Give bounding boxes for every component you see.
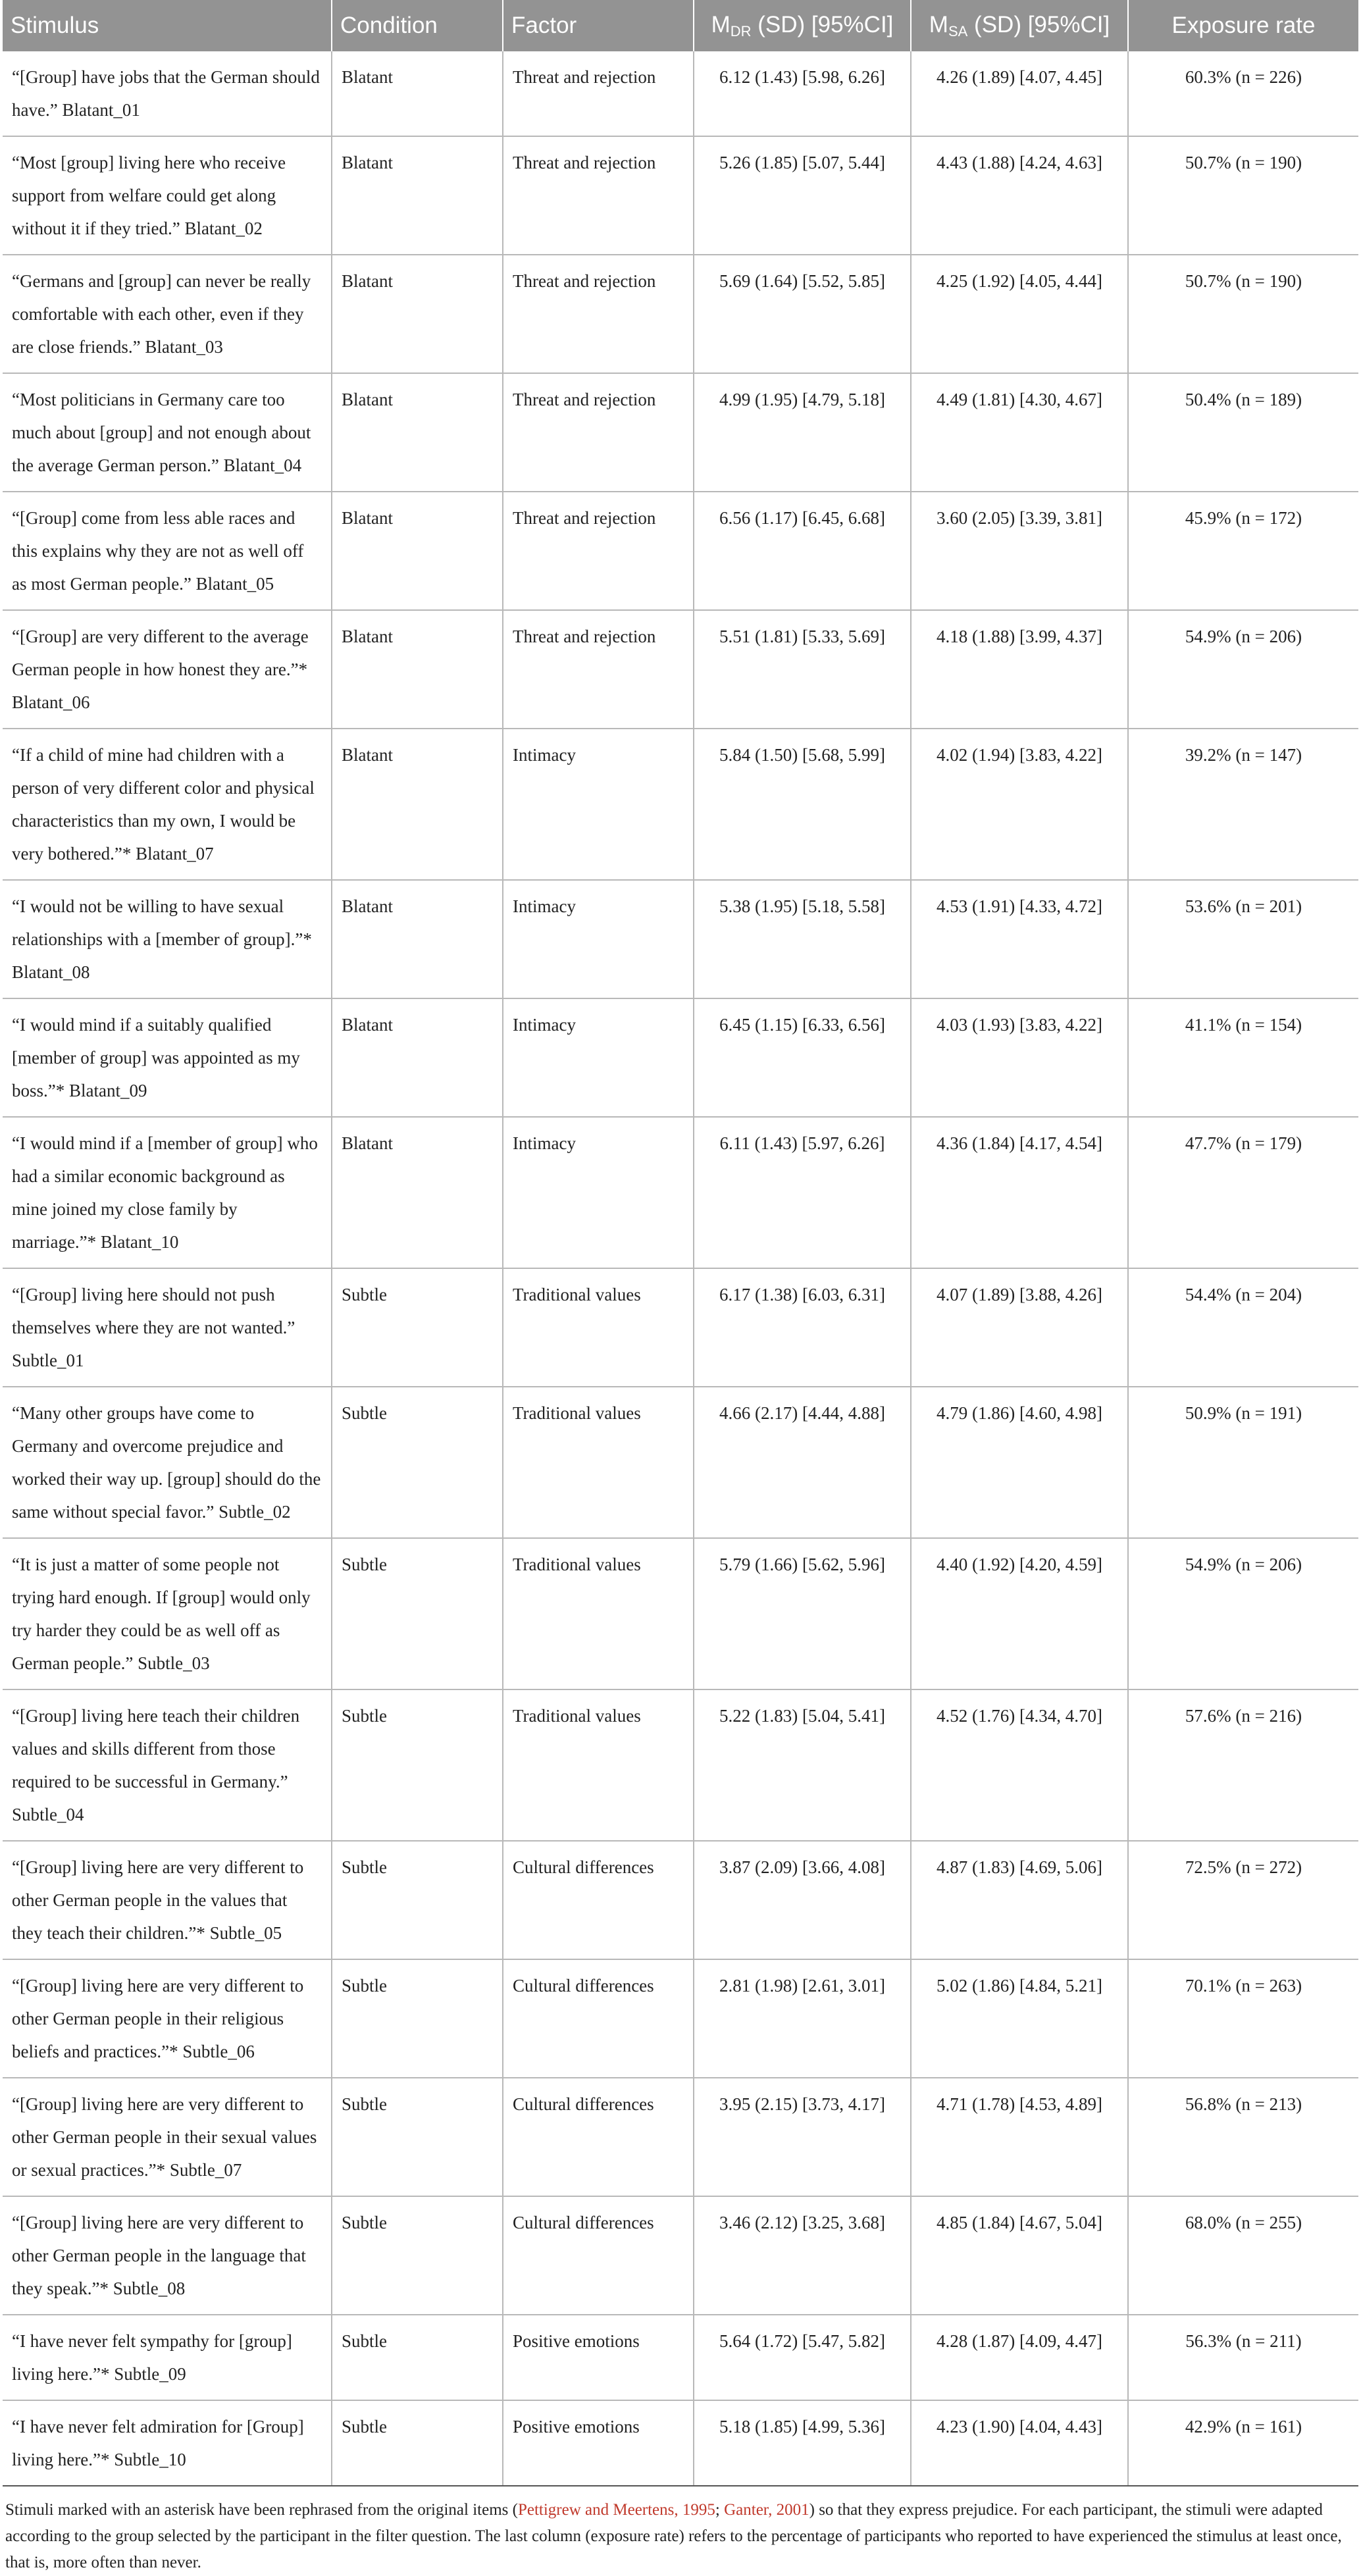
table-footnote	[3, 2486, 1358, 2576]
cell-factor: Threat and rejection	[503, 492, 694, 610]
cell-factor: Cultural differences	[503, 2078, 694, 2196]
cell-condition: Subtle	[332, 2078, 503, 2196]
cell-exposure: 50.7% (n = 190)	[1128, 255, 1358, 373]
cell-msa: 4.02 (1.94) [3.83, 4.22]	[911, 729, 1128, 880]
cell-factor: Threat and rejection	[503, 610, 694, 729]
cell-condition: Blatant	[332, 998, 503, 1117]
cell-condition: Blatant	[332, 729, 503, 880]
cell-stimulus: “I have never felt sympathy for [group] living here.”* Subtle_09	[3, 2315, 332, 2400]
cell-condition: Blatant	[332, 880, 503, 998]
cell-condition: Blatant	[332, 51, 503, 136]
cell-mdr: 3.95 (2.15) [3.73, 4.17]	[694, 2078, 911, 2196]
cell-msa: 3.60 (2.05) [3.39, 3.81]	[911, 492, 1128, 610]
cell-msa: 4.87 (1.83) [4.69, 5.06]	[911, 1841, 1128, 1959]
cell-stimulus: “Many other groups have come to Germany and overcome prejudice and worked their way up. [group] should do the same without special favor.” Subtle_02	[3, 1387, 332, 1538]
cell-exposure: 57.6% (n = 216)	[1128, 1689, 1358, 1841]
header-msa-rest: (SD) [95%CI]	[967, 11, 1110, 38]
cell-factor: Cultural differences	[503, 1959, 694, 2078]
cell-msa: 4.52 (1.76) [4.34, 4.70]	[911, 1689, 1128, 1841]
table-row	[3, 373, 1358, 492]
cell-msa: 4.40 (1.92) [4.20, 4.59]	[911, 1538, 1128, 1689]
cell-exposure: 45.9% (n = 172)	[1128, 492, 1358, 610]
table-row	[3, 51, 1358, 136]
cell-condition: Blatant	[332, 136, 503, 255]
cell-stimulus: “[Group] come from less able races and this explains why they are not as well off as most German people.” Blatant_05	[3, 492, 332, 610]
cell-mdr: 6.17 (1.38) [6.03, 6.31]	[694, 1268, 911, 1387]
table-row	[3, 1689, 1358, 1841]
cell-factor: Intimacy	[503, 729, 694, 880]
cell-factor: Threat and rejection	[503, 51, 694, 136]
cell-condition: Blatant	[332, 255, 503, 373]
cell-condition: Blatant	[332, 610, 503, 729]
cell-stimulus: “I have never felt admiration for [Group] living here.”* Subtle_10	[3, 2400, 332, 2486]
cell-stimulus: “Most [group] living here who receive support from welfare could get along without it if they tried.” Blatant_02	[3, 136, 332, 255]
cell-exposure: 70.1% (n = 263)	[1128, 1959, 1358, 2078]
cell-stimulus: “[Group] living here are very different to other German people in their sexual values or sexual practices.”* Subtle_07	[3, 2078, 332, 2196]
cell-stimulus: “[Group] have jobs that the German should have.” Blatant_01	[3, 51, 332, 136]
table-container	[3, 0, 1358, 2576]
cell-condition: Subtle	[332, 1268, 503, 1387]
cell-factor: Threat and rejection	[503, 255, 694, 373]
cell-condition: Blatant	[332, 373, 503, 492]
cell-msa: 4.07 (1.89) [3.88, 4.26]	[911, 1268, 1128, 1387]
cell-exposure: 54.4% (n = 204)	[1128, 1268, 1358, 1387]
cell-exposure: 50.9% (n = 191)	[1128, 1387, 1358, 1538]
cell-exposure: 60.3% (n = 226)	[1128, 51, 1358, 136]
cell-mdr: 5.84 (1.50) [5.68, 5.99]	[694, 729, 911, 880]
table-row	[3, 1117, 1358, 1268]
cell-msa: 4.71 (1.78) [4.53, 4.89]	[911, 2078, 1128, 2196]
cell-msa: 4.28 (1.87) [4.09, 4.47]	[911, 2315, 1128, 2400]
cell-msa: 5.02 (1.86) [4.84, 5.21]	[911, 1959, 1128, 2078]
cell-stimulus: “I would mind if a suitably qualified [member of group] was appointed as my boss.”* Blatant_09	[3, 998, 332, 1117]
header-exposure: Exposure rate	[1128, 0, 1358, 51]
cell-stimulus: “It is just a matter of some people not trying hard enough. If [group] would only try harder they could be as well off as German people.” Subtle_03	[3, 1538, 332, 1689]
cell-stimulus: “[Group] living here should not push themselves where they are not wanted.” Subtle_01	[3, 1268, 332, 1387]
header-mdr-main: M	[711, 11, 731, 38]
table-row	[3, 729, 1358, 880]
cell-mdr: 5.26 (1.85) [5.07, 5.44]	[694, 136, 911, 255]
cell-stimulus: “[Group] living here are very different to other German people in their religious beliefs and practices.”* Subtle_06	[3, 1959, 332, 2078]
cell-msa: 4.79 (1.86) [4.60, 4.98]	[911, 1387, 1128, 1538]
cell-mdr: 5.18 (1.85) [4.99, 5.36]	[694, 2400, 911, 2486]
cell-exposure: 54.9% (n = 206)	[1128, 610, 1358, 729]
cell-factor: Cultural differences	[503, 2196, 694, 2315]
cell-factor: Positive emotions	[503, 2315, 694, 2400]
table-row	[3, 998, 1358, 1117]
cell-mdr: 5.22 (1.83) [5.04, 5.41]	[694, 1689, 911, 1841]
cell-exposure: 72.5% (n = 272)	[1128, 1841, 1358, 1959]
cell-condition: Subtle	[332, 2196, 503, 2315]
cell-stimulus: “[Group] are very different to the average German people in how honest they are.”* Blatant_06	[3, 610, 332, 729]
cell-exposure: 56.8% (n = 213)	[1128, 2078, 1358, 2196]
cell-mdr: 6.56 (1.17) [6.45, 6.68]	[694, 492, 911, 610]
cell-mdr: 2.81 (1.98) [2.61, 3.01]	[694, 1959, 911, 2078]
cell-factor: Threat and rejection	[503, 373, 694, 492]
cell-msa: 4.26 (1.89) [4.07, 4.45]	[911, 51, 1128, 136]
table-row	[3, 2400, 1358, 2486]
cell-exposure: 39.2% (n = 147)	[1128, 729, 1358, 880]
cell-msa: 4.49 (1.81) [4.30, 4.67]	[911, 373, 1128, 492]
cell-msa: 4.18 (1.88) [3.99, 4.37]	[911, 610, 1128, 729]
cell-condition: Subtle	[332, 1387, 503, 1538]
cell-msa: 4.23 (1.90) [4.04, 4.43]	[911, 2400, 1128, 2486]
cell-factor: Traditional values	[503, 1387, 694, 1538]
cell-condition: Subtle	[332, 1538, 503, 1689]
header-factor: Factor	[503, 0, 694, 51]
table-row	[3, 2315, 1358, 2400]
table-row	[3, 255, 1358, 373]
cell-stimulus: “[Group] living here teach their children values and skills different from those required to be successful in Germany.” Subtle_04	[3, 1689, 332, 1841]
cell-condition: Blatant	[332, 1117, 503, 1268]
cell-stimulus: “I would mind if a [member of group] who had a similar economic background as mine joined my close family by marriage.”* Blatant_10	[3, 1117, 332, 1268]
cell-msa: 4.43 (1.88) [4.24, 4.63]	[911, 136, 1128, 255]
cell-exposure: 54.9% (n = 206)	[1128, 1538, 1358, 1689]
cell-msa: 4.53 (1.91) [4.33, 4.72]	[911, 880, 1128, 998]
cell-factor: Traditional values	[503, 1538, 694, 1689]
cell-mdr: 6.45 (1.15) [6.33, 6.56]	[694, 998, 911, 1117]
cell-exposure: 56.3% (n = 211)	[1128, 2315, 1358, 2400]
cell-mdr: 5.79 (1.66) [5.62, 5.96]	[694, 1538, 911, 1689]
table-row	[3, 136, 1358, 255]
cell-factor: Intimacy	[503, 1117, 694, 1268]
cell-mdr: 6.12 (1.43) [5.98, 6.26]	[694, 51, 911, 136]
cell-stimulus: “Germans and [group] can never be really comfortable with each other, even if they are close friends.” Blatant_03	[3, 255, 332, 373]
cell-exposure: 53.6% (n = 201)	[1128, 880, 1358, 998]
cell-msa: 4.25 (1.92) [4.05, 4.44]	[911, 255, 1128, 373]
cell-mdr: 6.11 (1.43) [5.97, 6.26]	[694, 1117, 911, 1268]
table-row	[3, 610, 1358, 729]
header-stimulus: Stimulus	[3, 0, 332, 51]
header-msa	[911, 0, 1128, 51]
table-row	[3, 492, 1358, 610]
cell-condition: Subtle	[332, 2400, 503, 2486]
cell-condition: Subtle	[332, 2315, 503, 2400]
header-msa-sub: SA	[948, 22, 968, 39]
cell-condition: Subtle	[332, 1841, 503, 1959]
cell-factor: Intimacy	[503, 880, 694, 998]
table-row	[3, 1387, 1358, 1538]
header-mdr-rest: (SD) [95%CI]	[751, 11, 894, 38]
cell-exposure: 68.0% (n = 255)	[1128, 2196, 1358, 2315]
cell-stimulus: “Most politicians in Germany care too much about [group] and not enough about the average German person.” Blatant_04	[3, 373, 332, 492]
header-mdr-sub: DR	[730, 22, 752, 39]
cell-factor: Positive emotions	[503, 2400, 694, 2486]
cell-factor: Traditional values	[503, 1268, 694, 1387]
cell-condition: Subtle	[332, 1959, 503, 2078]
header-condition: Condition	[332, 0, 503, 51]
cell-msa: 4.36 (1.84) [4.17, 4.54]	[911, 1117, 1128, 1268]
table-row	[3, 2196, 1358, 2315]
cell-factor: Intimacy	[503, 998, 694, 1117]
cell-factor: Threat and rejection	[503, 136, 694, 255]
table-row	[3, 1959, 1358, 2078]
header-mdr	[694, 0, 911, 51]
cell-exposure: 41.1% (n = 154)	[1128, 998, 1358, 1117]
table-row	[3, 1538, 1358, 1689]
cell-exposure: 42.9% (n = 161)	[1128, 2400, 1358, 2486]
cell-mdr: 5.51 (1.81) [5.33, 5.69]	[694, 610, 911, 729]
cell-exposure: 50.4% (n = 189)	[1128, 373, 1358, 492]
cell-condition: Subtle	[332, 1689, 503, 1841]
cell-exposure: 50.7% (n = 190)	[1128, 136, 1358, 255]
table-row	[3, 1841, 1358, 1959]
cell-stimulus: “[Group] living here are very different to other German people in the values that they teach their children.”* Subtle_05	[3, 1841, 332, 1959]
cell-condition: Blatant	[332, 492, 503, 610]
table-row	[3, 2078, 1358, 2196]
cell-mdr: 5.69 (1.64) [5.52, 5.85]	[694, 255, 911, 373]
cell-stimulus: “If a child of mine had children with a person of very different color and physical characteristics than my own, I would be very bothered.”* Blatant_07	[3, 729, 332, 880]
cell-factor: Traditional values	[503, 1689, 694, 1841]
table-header-row	[3, 0, 1358, 51]
cell-factor: Cultural differences	[503, 1841, 694, 1959]
cell-mdr: 5.64 (1.72) [5.47, 5.82]	[694, 2315, 911, 2400]
cell-mdr: 3.46 (2.12) [3.25, 3.68]	[694, 2196, 911, 2315]
note-text-after: ) so that they express prejudice. For each participant, the stimuli were adapted according to the group selected by the participant in the filter question. The last column (exposure rate) refers to the percentage of participants who reported to have experienced the stimulus at least once, that is, more often than never.	[5, 2501, 1342, 2571]
note-separator: ;	[715, 2501, 725, 2519]
note-reference-pettigrew[interactable]: Pettigrew and Meertens, 1995	[517, 2501, 715, 2519]
table-row	[3, 1268, 1358, 1387]
cell-msa: 4.85 (1.84) [4.67, 5.04]	[911, 2196, 1128, 2315]
cell-stimulus: “I would not be willing to have sexual relationships with a [member of group].”* Blatant_08	[3, 880, 332, 998]
note-reference-ganter[interactable]: Ganter, 2001	[724, 2501, 809, 2519]
cell-mdr: 4.99 (1.95) [4.79, 5.18]	[694, 373, 911, 492]
stimuli-table	[3, 0, 1358, 2486]
table-row	[3, 880, 1358, 998]
cell-mdr: 5.38 (1.95) [5.18, 5.58]	[694, 880, 911, 998]
note-text-before: Stimuli marked with an asterisk have been rephrased from the original items (	[5, 2501, 518, 2519]
header-msa-main: M	[929, 11, 948, 38]
table-body	[3, 51, 1358, 2486]
cell-mdr: 3.87 (2.09) [3.66, 4.08]	[694, 1841, 911, 1959]
cell-exposure: 47.7% (n = 179)	[1128, 1117, 1358, 1268]
cell-stimulus: “[Group] living here are very different to other German people in the language that they speak.”* Subtle_08	[3, 2196, 332, 2315]
cell-mdr: 4.66 (2.17) [4.44, 4.88]	[694, 1387, 911, 1538]
cell-msa: 4.03 (1.93) [3.83, 4.22]	[911, 998, 1128, 1117]
